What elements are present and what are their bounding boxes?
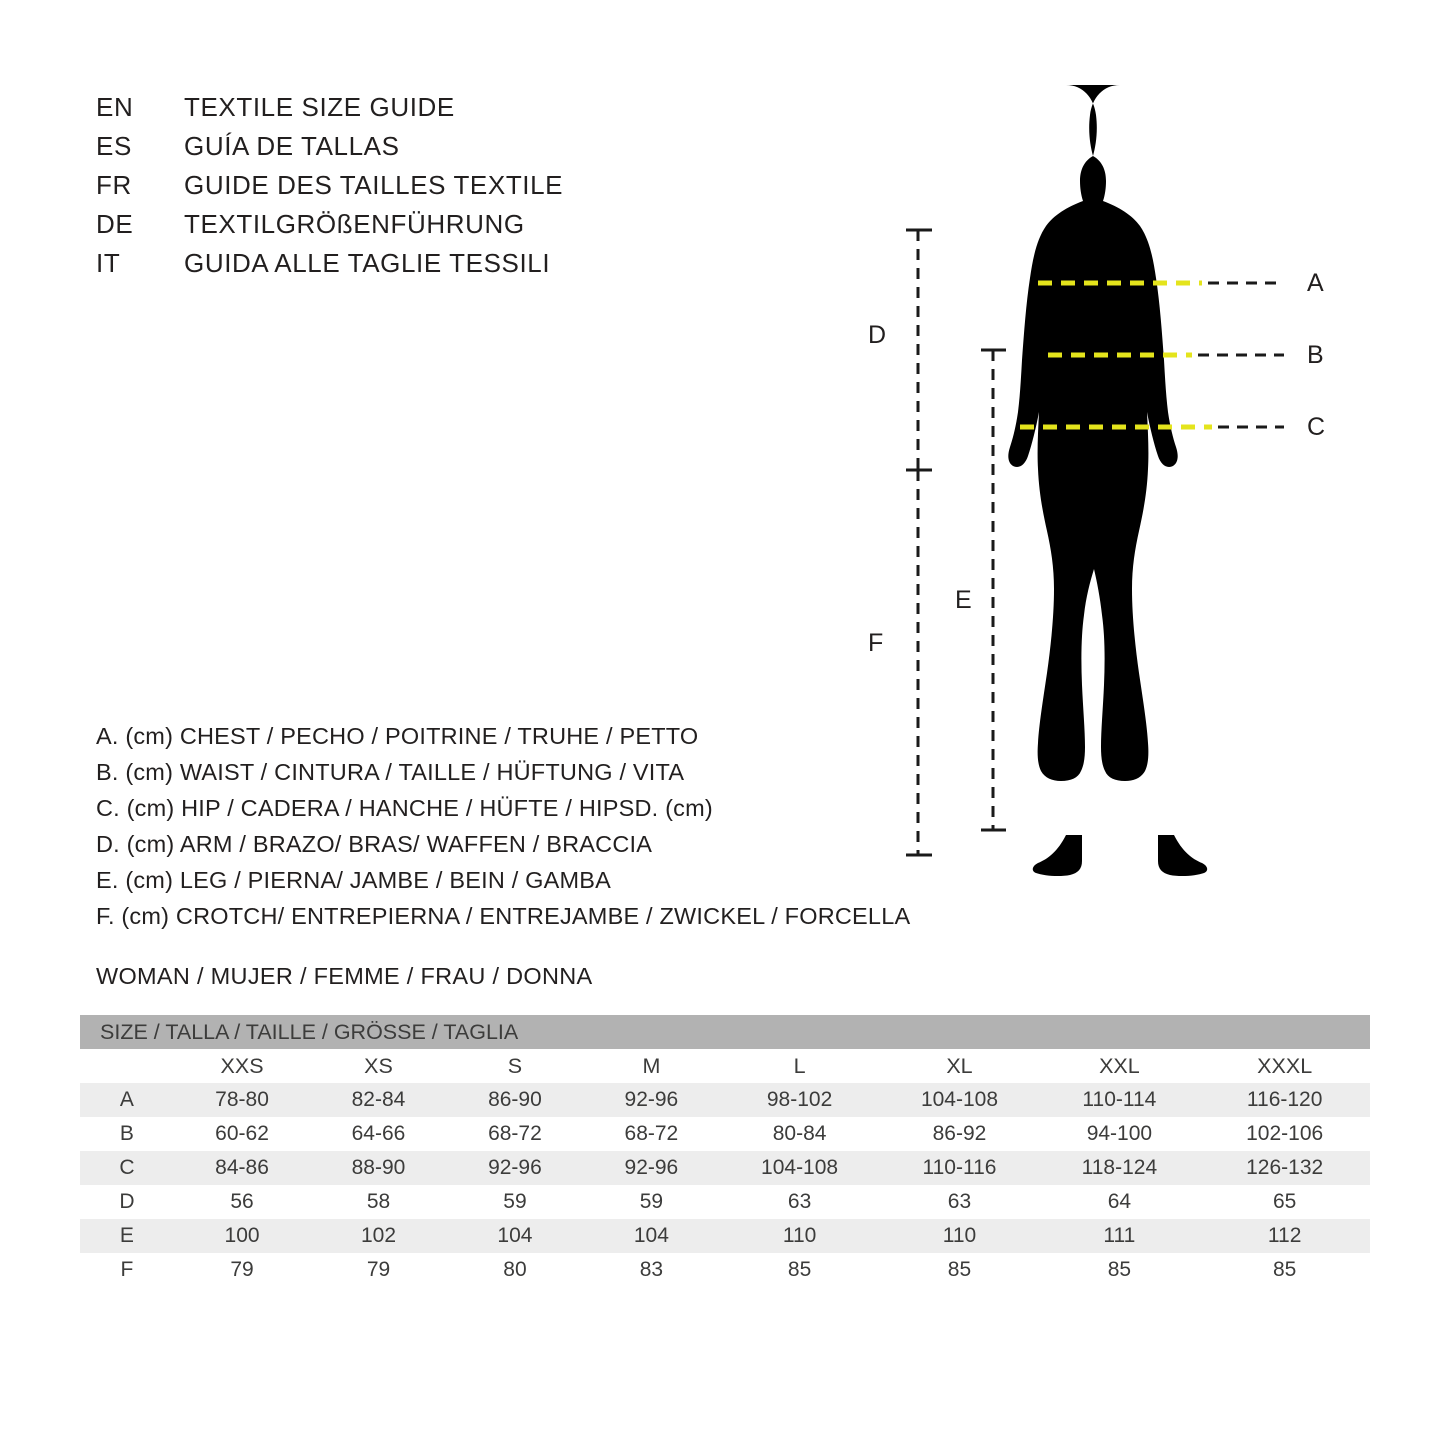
cell-c-xl: 110-116 — [922, 1156, 997, 1179]
legend-item-c: C. (cm) HIP / CADERA / HANCHE / HÜFTE / HIPSD. (cm) — [96, 795, 713, 821]
table-row — [80, 1151, 1370, 1185]
cell-d-xl: 63 — [947, 1190, 972, 1213]
figure-svg — [820, 55, 1380, 905]
cell-d-s: 59 — [503, 1190, 527, 1213]
cell-f-s: 80 — [503, 1258, 527, 1281]
cell-b-l: 80-84 — [772, 1122, 827, 1145]
col-header-s: S — [447, 1049, 583, 1083]
cell-d-xxxl: 65 — [1272, 1190, 1297, 1213]
language-code-en: EN — [96, 92, 134, 122]
legend-item-b: B. (cm) WAIST / CINTURA / TAILLE / HÜFTUNG / VITA — [96, 759, 685, 785]
cell-b-m: 68-72 — [624, 1122, 679, 1145]
col-header-l: L — [720, 1049, 880, 1083]
cell-f-xl: 85 — [947, 1258, 972, 1281]
measurement-figure — [820, 55, 1380, 905]
table-header-row — [80, 1015, 1370, 1049]
cell-b-xxs: 60-62 — [215, 1122, 269, 1145]
col-header-xxs: XXS — [174, 1049, 310, 1083]
cell-f-l: 85 — [787, 1258, 812, 1281]
callout-label-a: A — [1307, 269, 1324, 297]
cell-e-l: 110 — [782, 1224, 817, 1247]
language-title-block — [96, 92, 716, 287]
cell-b-xxxl: 102-106 — [1246, 1122, 1324, 1145]
cell-c-l: 104-108 — [761, 1156, 839, 1179]
cell-e-s: 104 — [497, 1224, 533, 1247]
cell-c-s: 92-96 — [488, 1156, 542, 1179]
bracket-label-d: D — [868, 321, 887, 349]
cell-d-xxs: 56 — [230, 1190, 254, 1213]
cell-d-m: 59 — [639, 1190, 664, 1213]
language-code-it: IT — [96, 248, 121, 278]
cell-a-m: 92-96 — [624, 1088, 679, 1111]
measurement-legend — [96, 723, 911, 939]
cell-e-xs: 102 — [360, 1224, 397, 1247]
arm-bracket-d — [906, 230, 932, 470]
bracket-label-f: F — [868, 629, 884, 657]
leg-bracket-e — [981, 350, 1006, 830]
cell-c-m: 92-96 — [624, 1156, 679, 1179]
col-header-m: M — [583, 1049, 719, 1083]
col-header-xxxl: XXXL — [1199, 1049, 1370, 1083]
cell-f-m: 83 — [639, 1258, 664, 1281]
legend-item-f: F. (cm) CROTCH/ ENTREPIERNA / ENTREJAMBE / ZWICKEL / FORCELLA — [96, 903, 911, 929]
language-row-es — [96, 131, 716, 170]
cell-b-xxl: 94-100 — [1086, 1122, 1153, 1145]
cell-a-xxxl: 116-120 — [1246, 1088, 1323, 1111]
table-row — [80, 1253, 1370, 1287]
table-row — [80, 1117, 1370, 1151]
row-label-d: D — [119, 1190, 135, 1213]
table-row — [80, 1219, 1370, 1253]
row-label-c: C — [119, 1156, 135, 1179]
language-text-fr: GUIDE DES TAILLES TEXTILE — [184, 170, 564, 200]
category-label: WOMAN / MUJER / FEMME / FRAU / DONNA — [96, 963, 593, 989]
table-column-header-row — [80, 1049, 1370, 1083]
row-label-f: F — [120, 1258, 134, 1281]
row-label-a: A — [119, 1088, 134, 1111]
cell-a-xl: 104-108 — [920, 1088, 999, 1111]
language-text-en: TEXTILE SIZE GUIDE — [184, 92, 455, 122]
language-code-es: ES — [96, 131, 132, 161]
cell-c-xs: 88-90 — [351, 1156, 406, 1179]
cell-e-xl: 110 — [942, 1224, 977, 1247]
legend-item-e: E. (cm) LEG / PIERNA/ JAMBE / BEIN / GAMBA — [96, 867, 612, 893]
table-row — [80, 1185, 1370, 1219]
size-table-wrapper — [80, 1015, 1370, 1287]
row-label-b: B — [119, 1122, 134, 1145]
col-header-xl: XL — [880, 1049, 1040, 1083]
size-table — [80, 1015, 1370, 1287]
language-code-de: DE — [96, 209, 134, 239]
cell-d-xxl: 64 — [1107, 1190, 1132, 1213]
language-row-it — [96, 248, 716, 287]
col-header-xxl: XXL — [1039, 1049, 1199, 1083]
language-row-fr — [96, 170, 716, 209]
cell-e-xxs: 100 — [224, 1224, 260, 1247]
crotch-bracket-f — [906, 470, 932, 855]
cell-b-xl: 86-92 — [932, 1122, 987, 1145]
cell-e-xxl: 111 — [1103, 1224, 1136, 1247]
col-header-blank — [80, 1049, 174, 1083]
language-code-fr: FR — [96, 170, 132, 200]
cell-c-xxl: 118-124 — [1081, 1156, 1158, 1179]
cell-f-xs: 79 — [366, 1258, 391, 1281]
row-label-e: E — [119, 1224, 134, 1247]
callout-label-c: C — [1307, 413, 1326, 441]
language-row-de — [96, 209, 716, 248]
cell-a-l: 98-102 — [766, 1088, 833, 1111]
cell-c-xxs: 84-86 — [215, 1156, 269, 1179]
table-row — [80, 1083, 1370, 1117]
cell-e-m: 104 — [633, 1224, 669, 1247]
cell-a-xxl: 110-114 — [1082, 1088, 1157, 1111]
language-text-de: TEXTILGRÖßENFÜHRUNG — [184, 209, 525, 239]
woman-silhouette-icon — [1008, 85, 1207, 876]
cell-c-xxxl: 126-132 — [1246, 1156, 1324, 1179]
language-text-es: GUÍA DE TALLAS — [184, 131, 400, 161]
cell-b-s: 68-72 — [488, 1122, 542, 1145]
cell-f-xxl: 85 — [1107, 1258, 1132, 1281]
callout-label-b: B — [1307, 341, 1324, 369]
cell-a-xxs: 78-80 — [215, 1088, 269, 1111]
bracket-label-e: E — [955, 586, 972, 614]
cell-d-xs: 58 — [366, 1190, 391, 1213]
col-header-xs: XS — [310, 1049, 446, 1083]
table-header-label: SIZE / TALLA / TAILLE / GRÖSSE / TAGLIA — [100, 1019, 519, 1044]
cell-a-xs: 82-84 — [351, 1088, 406, 1111]
cell-b-xs: 64-66 — [351, 1122, 406, 1145]
cell-a-s: 86-90 — [488, 1088, 542, 1111]
cell-f-xxxl: 85 — [1272, 1258, 1297, 1281]
language-row-en — [96, 92, 716, 131]
cell-d-l: 63 — [787, 1190, 812, 1213]
legend-item-a: A. (cm) CHEST / PECHO / POITRINE / TRUHE / PETTO — [96, 723, 699, 749]
language-text-it: GUIDA ALLE TAGLIE TESSILI — [184, 248, 551, 278]
legend-item-d: D. (cm) ARM / BRAZO/ BRAS/ WAFFEN / BRACCIA — [96, 831, 653, 857]
cell-f-xxs: 79 — [230, 1258, 254, 1281]
cell-e-xxxl: 112 — [1267, 1224, 1302, 1247]
